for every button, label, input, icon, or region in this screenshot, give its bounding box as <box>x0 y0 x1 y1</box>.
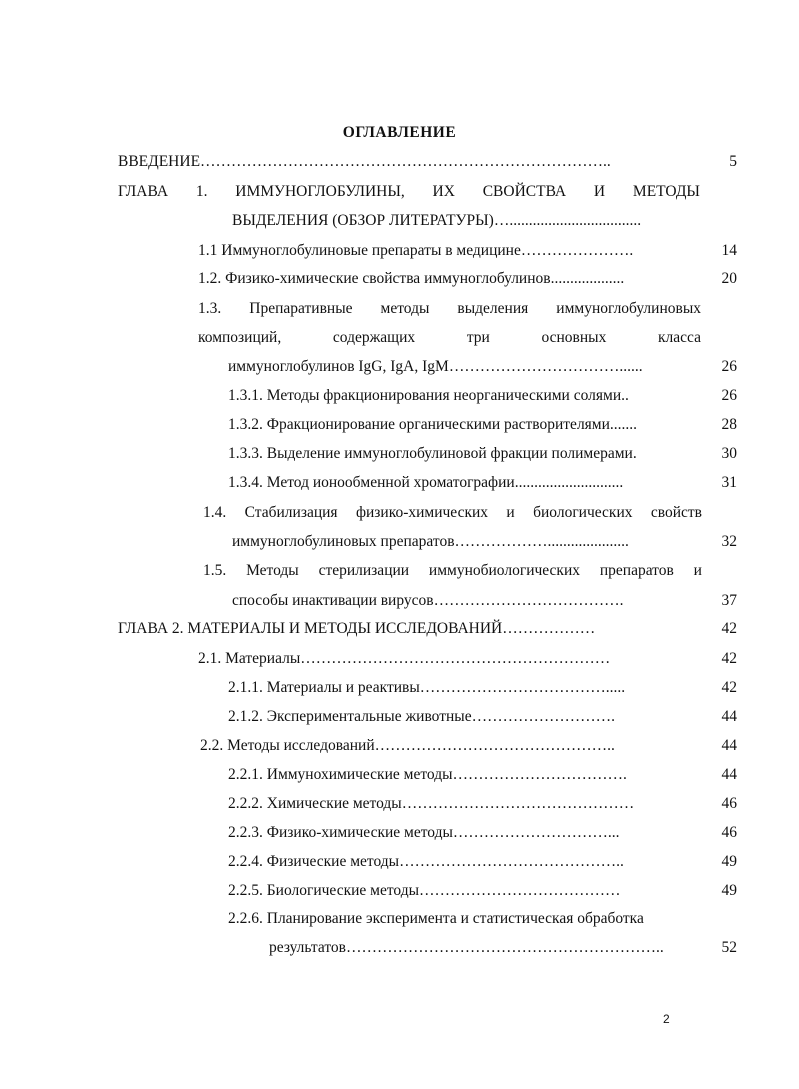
entry-page: 20 <box>721 270 737 287</box>
toc-entry-1-5[interactable] <box>203 560 702 582</box>
toc-entry-2-2-6[interactable] <box>228 908 703 930</box>
entry-word: выделения <box>457 300 529 317</box>
entry-word: ГЛАВА <box>118 183 169 200</box>
toc-entry-1-3-1[interactable] <box>228 385 698 407</box>
entry-page: 31 <box>721 474 737 491</box>
entry-dots: ....... <box>609 416 638 433</box>
entry-text: 2.2.2. Химические методы <box>228 795 402 812</box>
entry-dots: ……………………………………….. <box>374 737 615 754</box>
entry-text: способы инактивации вирусов <box>232 592 434 609</box>
entry-text: 2.2.6. Планирование эксперимента и статистическая обработка <box>228 910 644 927</box>
toc-entry-2-2-1[interactable] <box>228 764 692 786</box>
entry-page: 5 <box>729 153 737 170</box>
toc-entry-2-2-4[interactable] <box>228 851 690 873</box>
entry-page: 30 <box>721 445 737 462</box>
entry-word: композиций, <box>198 329 282 346</box>
entry-text: ВЫДЕЛЕНИЯ (ОБЗОР ЛИТЕРАТУРЫ) <box>232 212 494 229</box>
entry-dots: ………………………………..... <box>419 679 626 696</box>
toc-entry-1-3-cont[interactable] <box>198 327 701 349</box>
entry-page: 49 <box>721 853 737 870</box>
toc-entry-1-3-4[interactable] <box>228 472 682 494</box>
entry-word: МЕТОДЫ <box>632 183 700 200</box>
toc-entry-1-3[interactable] <box>198 298 701 320</box>
entry-page: 44 <box>721 708 737 725</box>
entry-word: ИММУНОГЛОБУЛИНЫ, <box>235 183 405 200</box>
entry-word: препаратов <box>599 562 674 579</box>
entry-word: содержащих <box>332 329 416 346</box>
entry-word: методы <box>380 300 430 317</box>
entry-dots: …………………………………………………………………….. <box>200 153 611 170</box>
entry-page: 26 <box>721 387 737 404</box>
entry-word: Стабилизация <box>244 504 338 521</box>
entry-word: биологических <box>533 504 633 521</box>
entry-word: класса <box>658 329 701 346</box>
entry-word: Препаративные <box>249 300 353 317</box>
entry-page: 44 <box>721 737 737 754</box>
entry-text: 2.2.5. Биологические методы <box>228 882 420 899</box>
entry-text: 1.3.3. Выделение иммуноглобулиновой фракции полимерами <box>228 445 633 462</box>
entry-word: 1.3. <box>198 300 222 317</box>
entry-text: ГЛАВА 2. МАТЕРИАЛЫ И МЕТОДЫ ИССЛЕДОВАНИЙ <box>118 620 503 637</box>
entry-text: результатов <box>269 939 346 956</box>
toc-entry-2-1-1[interactable] <box>228 677 692 699</box>
entry-page: 14 <box>721 242 737 259</box>
entry-word: ИХ <box>432 183 455 200</box>
entry-dots: ……………………………. <box>452 766 627 783</box>
entry-dots: . <box>632 445 637 462</box>
entry-text: 1.2. Физико-химические свойства иммуноглобулинов <box>198 270 551 287</box>
entry-dots: …………………………………………………….. <box>345 939 664 956</box>
entry-word: свойств <box>650 504 702 521</box>
entry-dots: ………………..................... <box>454 533 629 550</box>
entry-word: 1. <box>195 183 208 200</box>
entry-dots: ............................ <box>514 474 624 491</box>
entry-dots: ….................................. <box>493 212 642 229</box>
entry-page: 42 <box>721 650 737 667</box>
entry-dots: …………………………………….. <box>399 853 624 870</box>
entry-page: 26 <box>721 358 737 375</box>
entry-word: И <box>593 183 606 200</box>
toc-entry-1-2[interactable] <box>198 268 690 290</box>
entry-dots: …………………. <box>520 242 634 259</box>
entry-word: иммунобиологических <box>428 562 581 579</box>
entry-text: 2.1.1. Материалы и реактивы <box>228 679 420 696</box>
entry-page: 42 <box>721 679 737 696</box>
entry-page: 52 <box>721 939 737 956</box>
entry-word: и <box>693 562 702 579</box>
entry-text: 2.2.4. Физические методы <box>228 853 400 870</box>
toc-entry-1-3-3[interactable] <box>228 443 698 465</box>
entry-dots: …………………………………………………… <box>300 650 611 667</box>
entry-dots: .. <box>621 387 629 404</box>
entry-word: 1.4. <box>203 504 227 521</box>
entry-text: 1.3.4. Метод ионообменной хроматографии <box>228 474 515 491</box>
entry-text: 2.2. Методы исследований <box>200 737 375 754</box>
entry-dots: ……………………………………… <box>401 795 635 812</box>
entry-word: 1.5. <box>203 562 227 579</box>
toc-entry-1-3-cont2[interactable] <box>228 356 698 378</box>
page-number: 2 <box>663 1012 670 1026</box>
entry-page: 46 <box>721 795 737 812</box>
entry-word: стерилизации <box>318 562 410 579</box>
toc-entry-1-3-2[interactable] <box>228 414 698 436</box>
entry-word: физико-химических <box>355 504 489 521</box>
toc-title: ОГЛАВЛЕНИЕ <box>342 124 457 141</box>
entry-page: 46 <box>721 824 737 841</box>
entry-word: и <box>506 504 515 521</box>
entry-text: 1.3.1. Методы фракционирования неорганическими солями <box>228 387 622 404</box>
toc-entry-2-2[interactable] <box>200 735 690 757</box>
entry-page: 28 <box>721 416 737 433</box>
entry-text: 2.1. Материалы <box>198 650 301 667</box>
toc-entry-1-4[interactable] <box>203 502 702 524</box>
entry-word: СВОЙСТВА <box>482 183 567 200</box>
entry-page: 44 <box>721 766 737 783</box>
toc-entry-2-1[interactable] <box>198 648 680 670</box>
entry-text: ВВЕДЕНИЕ <box>118 153 201 170</box>
toc-entry-1-5-cont[interactable] <box>232 590 687 612</box>
entry-dots: ………………………………… <box>419 882 621 899</box>
toc-entry-chapter-1[interactable] <box>118 181 700 203</box>
entry-text: 2.1.2. Экспериментальные животные <box>228 708 472 725</box>
entry-text: иммуноглобулиновых препаратов <box>232 533 455 550</box>
toc-entry-2-2-2[interactable] <box>228 793 692 815</box>
toc-entry-2-2-6-cont[interactable] <box>269 937 699 959</box>
entry-page: 42 <box>721 620 737 637</box>
toc-entry-1-4-cont[interactable] <box>232 531 692 553</box>
entry-dots: ………………………………. <box>433 592 624 609</box>
entry-text: 2.2.1. Иммунохимические методы <box>228 766 453 783</box>
toc-entry-introduction[interactable] <box>118 151 698 173</box>
toc-entry-2-1-2[interactable] <box>228 706 688 728</box>
entry-word: три <box>466 329 490 346</box>
entry-dots: ................... <box>550 270 625 287</box>
entry-dots: ……………………………...... <box>448 358 643 375</box>
toc-entry-chapter-2[interactable] <box>118 618 690 640</box>
entry-page: 49 <box>721 882 737 899</box>
entry-text: 1.1 Иммуноглобулиновые препараты в медицине <box>198 242 521 259</box>
toc-entry-2-2-5[interactable] <box>228 880 690 902</box>
entry-dots: …………………………... <box>452 824 620 841</box>
entry-word: Методы <box>246 562 299 579</box>
entry-word: иммуноглобулиновых <box>556 300 701 317</box>
entry-word: основных <box>541 329 607 346</box>
entry-page: 32 <box>721 533 737 550</box>
entry-text: иммуноглобулинов IgG, IgA, IgM <box>228 358 449 375</box>
entry-dots: ……………… <box>502 620 596 637</box>
toc-entry-2-2-3[interactable] <box>228 822 690 844</box>
entry-page: 37 <box>721 592 737 609</box>
entry-text: 1.3.2. Фракционирование органическими растворителями <box>228 416 610 433</box>
toc-entry-1-1[interactable] <box>198 240 698 262</box>
toc-entry-chapter-1-cont[interactable] <box>232 210 702 232</box>
entry-text: 2.2.3. Физико-химические методы <box>228 824 453 841</box>
entry-dots: ………………………. <box>471 708 615 725</box>
